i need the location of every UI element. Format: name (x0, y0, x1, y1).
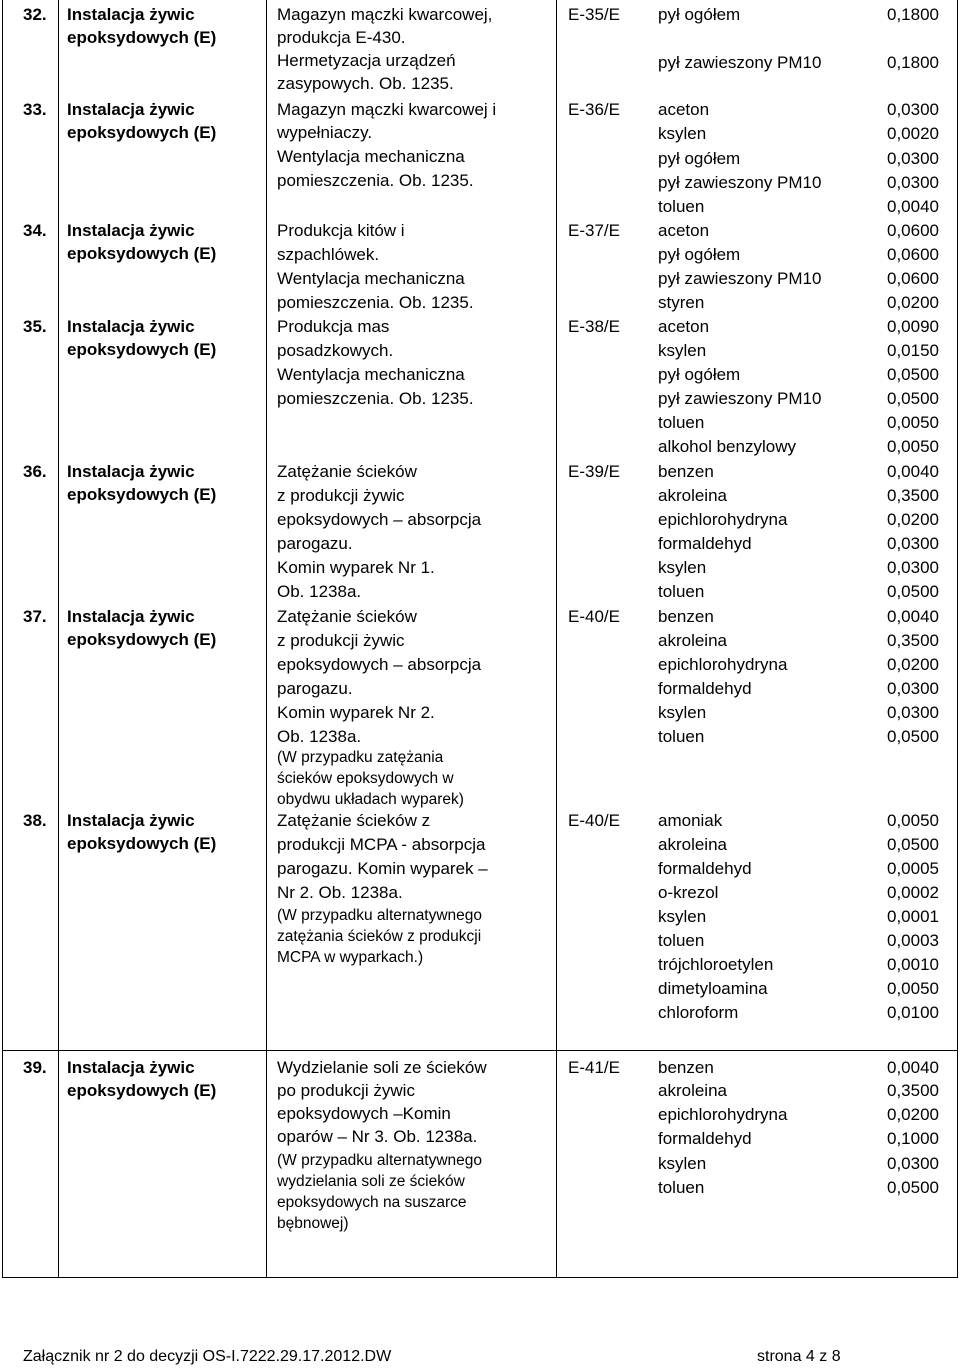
emission-value: 0,0300 (887, 679, 939, 698)
substance-name: formaldehyd (658, 859, 752, 878)
emission-value: 0,0005 (887, 859, 939, 878)
emitter-code: E-36/E (568, 100, 620, 119)
emission-value: 0,0600 (887, 245, 939, 264)
substance-name: akroleina (658, 835, 727, 854)
substance-name: formaldehyd (658, 534, 752, 553)
emission-source-description: posadzkowych. (277, 341, 394, 360)
emission-value: 0,0300 (887, 558, 939, 577)
emission-value: 0,0040 (887, 462, 939, 481)
emission-source-description: parogazu. (277, 534, 353, 553)
substance-name: pył ogółem (658, 149, 741, 168)
emission-value: 0,0040 (887, 607, 939, 626)
emission-value: 0,0500 (887, 389, 939, 408)
row-number: 37. (23, 607, 47, 626)
substance-name: pył zawieszony PM10 (658, 389, 822, 408)
emission-value: 0,0200 (887, 1105, 939, 1124)
emission-source-description: produkcja E-430. (277, 28, 406, 47)
installation-name: Instalacja żywic (67, 811, 195, 830)
substance-name: chloroform (658, 1003, 739, 1022)
emission-value: 0,0050 (887, 413, 939, 432)
substance-name: pył zawieszony PM10 (658, 173, 822, 192)
emission-value: 0,0020 (887, 124, 939, 143)
substance-name: toluen (658, 413, 705, 432)
emission-value: 0,0100 (887, 1003, 939, 1022)
substance-name: pył ogółem (658, 365, 741, 384)
emission-source-description: zasypowych. Ob. 1235. (277, 74, 454, 93)
substance-name: benzen (658, 1058, 714, 1077)
row-number: 34. (23, 221, 47, 240)
table-border-right (957, 0, 958, 1278)
emission-value: 0,0500 (887, 365, 939, 384)
emission-source-note: bębnowej) (277, 1215, 349, 1232)
substance-name: styren (658, 293, 705, 312)
substance-name: dimetyloamina (658, 979, 768, 998)
emission-source-description: wypełniaczy. (277, 123, 373, 142)
emission-value: 0,0500 (887, 835, 939, 854)
emission-value: 0,0200 (887, 655, 939, 674)
table-border-left (2, 0, 3, 1278)
row-number: 33. (23, 100, 47, 119)
emission-source-description: Komin wyparek Nr 2. (277, 703, 435, 722)
emission-source-note: (W przypadku alternatywnego (277, 1152, 483, 1169)
substance-name: toluen (658, 1178, 705, 1197)
installation-name: epoksydowych (E) (67, 28, 217, 47)
emitter-code: E-35/E (568, 5, 620, 24)
emission-source-note: wydzielania soli ze ścieków (277, 1173, 465, 1190)
installation-name: epoksydowych (E) (67, 1081, 217, 1100)
substance-name: pył zawieszony PM10 (658, 269, 822, 288)
emitter-code: E-40/E (568, 607, 620, 626)
table-divider-num (58, 0, 59, 1278)
row-number: 39. (23, 1058, 47, 1077)
emission-value: 0,0300 (887, 100, 939, 119)
substance-name: epichlorohydryna (658, 1105, 788, 1124)
substance-name: benzen (658, 607, 714, 626)
emission-source-note: MCPA w wyparkach.) (277, 949, 424, 966)
emission-source-description: Komin wyparek Nr 1. (277, 558, 435, 577)
emission-value: 0,0500 (887, 582, 939, 601)
substance-name: toluen (658, 197, 705, 216)
substance-name: epichlorohydryna (658, 655, 788, 674)
substance-name: akroleina (658, 1081, 727, 1100)
installation-name: epoksydowych (E) (67, 340, 217, 359)
emission-value: 0,0150 (887, 341, 939, 360)
substance-name: formaldehyd (658, 1129, 752, 1148)
emission-source-description: produkcji MCPA - absorpcja (277, 835, 486, 854)
substance-name: o-krezol (658, 883, 719, 902)
emission-source-description: parogazu. Komin wyparek – (277, 859, 488, 878)
emission-source-note: ścieków epoksydowych w (277, 770, 454, 787)
emission-source-description: oparów – Nr 3. Ob. 1238a. (277, 1127, 478, 1146)
substance-name: amoniak (658, 811, 723, 830)
substance-name: aceton (658, 317, 710, 336)
emission-source-description: Nr 2. Ob. 1238a. (277, 883, 403, 902)
substance-name: ksylen (658, 341, 707, 360)
table-border-bottom (2, 1277, 958, 1278)
substance-name: pył ogółem (658, 245, 741, 264)
emission-value: 0,0600 (887, 221, 939, 240)
emission-source-description: pomieszczenia. Ob. 1235. (277, 389, 474, 408)
emission-source-description: Produkcja kitów i (277, 221, 405, 240)
emission-value: 0,0200 (887, 293, 939, 312)
substance-name: ksylen (658, 558, 707, 577)
substance-name: formaldehyd (658, 679, 752, 698)
emission-value: 0,0001 (887, 907, 939, 926)
emission-value: 0,0300 (887, 534, 939, 553)
emission-value: 0,1800 (887, 53, 939, 72)
emission-value: 0,0200 (887, 510, 939, 529)
row-number: 36. (23, 462, 47, 481)
emission-source-description: Wentylacja mechaniczna (277, 365, 465, 384)
emission-value: 0,0090 (887, 317, 939, 336)
emission-value: 0,1800 (887, 5, 939, 24)
emission-source-description: z produkcji żywic (277, 631, 405, 650)
emission-source-note: (W przypadku zatężania (277, 749, 444, 766)
emission-source-description: Wydzielanie soli ze ścieków (277, 1058, 487, 1077)
substance-name: akroleina (658, 631, 727, 650)
emission-value: 0,0050 (887, 811, 939, 830)
row-number: 32. (23, 5, 47, 24)
substance-name: akroleina (658, 486, 727, 505)
emission-source-description: Wentylacja mechaniczna (277, 147, 465, 166)
emission-source-description: pomieszczenia. Ob. 1235. (277, 171, 474, 190)
emission-value: 0,0002 (887, 883, 939, 902)
substance-name: aceton (658, 221, 710, 240)
installation-name: epoksydowych (E) (67, 630, 217, 649)
substance-name: aceton (658, 100, 710, 119)
emission-value: 0,3500 (887, 486, 939, 505)
installation-name: epoksydowych (E) (67, 485, 217, 504)
emission-value: 0,0300 (887, 173, 939, 192)
emitter-code: E-41/E (568, 1058, 620, 1077)
emission-source-description: Magazyn mączki kwarcowej i (277, 100, 497, 119)
emission-value: 0,0050 (887, 979, 939, 998)
emission-value: 0,3500 (887, 631, 939, 650)
installation-name: Instalacja żywic (67, 100, 195, 119)
emitter-code: E-38/E (568, 317, 620, 336)
emission-value: 0,0040 (887, 1058, 939, 1077)
installation-name: Instalacja żywic (67, 5, 195, 24)
emission-source-description: epoksydowych –Komin (277, 1104, 451, 1123)
substance-name: benzen (658, 462, 714, 481)
emission-value: 0,1000 (887, 1129, 939, 1148)
table-divider-description (556, 0, 557, 1278)
emission-source-description: epoksydowych – absorpcja (277, 655, 482, 674)
installation-name: epoksydowych (E) (67, 834, 217, 853)
emission-value: 0,0040 (887, 197, 939, 216)
emission-source-note: epoksydowych na suszarce (277, 1194, 467, 1211)
emission-source-description: Zatężanie ścieków (277, 462, 417, 481)
emission-source-description: Zatężanie ścieków (277, 607, 417, 626)
substance-name: pył ogółem (658, 5, 741, 24)
substance-name: toluen (658, 727, 705, 746)
emission-value: 0,0050 (887, 437, 939, 456)
footer-right: strona 4 z 8 (757, 1348, 841, 1365)
substance-name: ksylen (658, 703, 707, 722)
emission-source-description: epoksydowych – absorpcja (277, 510, 482, 529)
substance-name: toluen (658, 582, 705, 601)
installation-name: Instalacja żywic (67, 317, 195, 336)
table-divider-installation (266, 0, 267, 1278)
installation-name: Instalacja żywic (67, 221, 195, 240)
emitter-code: E-39/E (568, 462, 620, 481)
emission-value: 0,0500 (887, 1178, 939, 1197)
installation-name: epoksydowych (E) (67, 244, 217, 263)
substance-name: toluen (658, 931, 705, 950)
row-separator (2, 1050, 958, 1051)
emission-value: 0,0600 (887, 269, 939, 288)
substance-name: ksylen (658, 124, 707, 143)
emission-source-note: zatężania ścieków z produkcji (277, 928, 482, 945)
emission-source-description: Hermetyzacja urządzeń (277, 51, 456, 70)
installation-name: Instalacja żywic (67, 607, 195, 626)
footer-left: Załącznik nr 2 do decyzji OS-I.7222.29.17.2012.DW (23, 1348, 392, 1365)
substance-name: trójchloroetylen (658, 955, 774, 974)
installation-name: epoksydowych (E) (67, 123, 217, 142)
emission-value: 0,0003 (887, 931, 939, 950)
row-number: 38. (23, 811, 47, 830)
emission-value: 0,0300 (887, 703, 939, 722)
substance-name: ksylen (658, 1154, 707, 1173)
substance-name: alkohol benzylowy (658, 437, 796, 456)
emission-source-description: Magazyn mączki kwarcowej, (277, 5, 493, 24)
emission-value: 0,3500 (887, 1081, 939, 1100)
emission-source-description: Wentylacja mechaniczna (277, 269, 465, 288)
emission-source-description: parogazu. (277, 679, 353, 698)
emission-source-description: pomieszczenia. Ob. 1235. (277, 293, 474, 312)
emission-source-note: (W przypadku alternatywnego (277, 907, 483, 924)
substance-name: ksylen (658, 907, 707, 926)
emission-value: 0,0500 (887, 727, 939, 746)
emission-source-description: szpachlówek. (277, 245, 380, 264)
row-number: 35. (23, 317, 47, 336)
emission-source-description: Produkcja mas (277, 317, 390, 336)
emitter-code: E-40/E (568, 811, 620, 830)
emitter-code: E-37/E (568, 221, 620, 240)
installation-name: Instalacja żywic (67, 462, 195, 481)
emission-source-note: obydwu układach wyparek) (277, 791, 464, 808)
substance-name: pył zawieszony PM10 (658, 53, 822, 72)
emission-value: 0,0300 (887, 1154, 939, 1173)
emission-source-description: Zatężanie ścieków z (277, 811, 431, 830)
emission-source-description: Ob. 1238a. (277, 582, 362, 601)
emission-value: 0,0010 (887, 955, 939, 974)
emission-source-description: Ob. 1238a. (277, 727, 362, 746)
emission-source-description: z produkcji żywic (277, 486, 405, 505)
substance-name: epichlorohydryna (658, 510, 788, 529)
emission-value: 0,0300 (887, 149, 939, 168)
emission-source-description: po produkcji żywic (277, 1081, 415, 1100)
installation-name: Instalacja żywic (67, 1058, 195, 1077)
